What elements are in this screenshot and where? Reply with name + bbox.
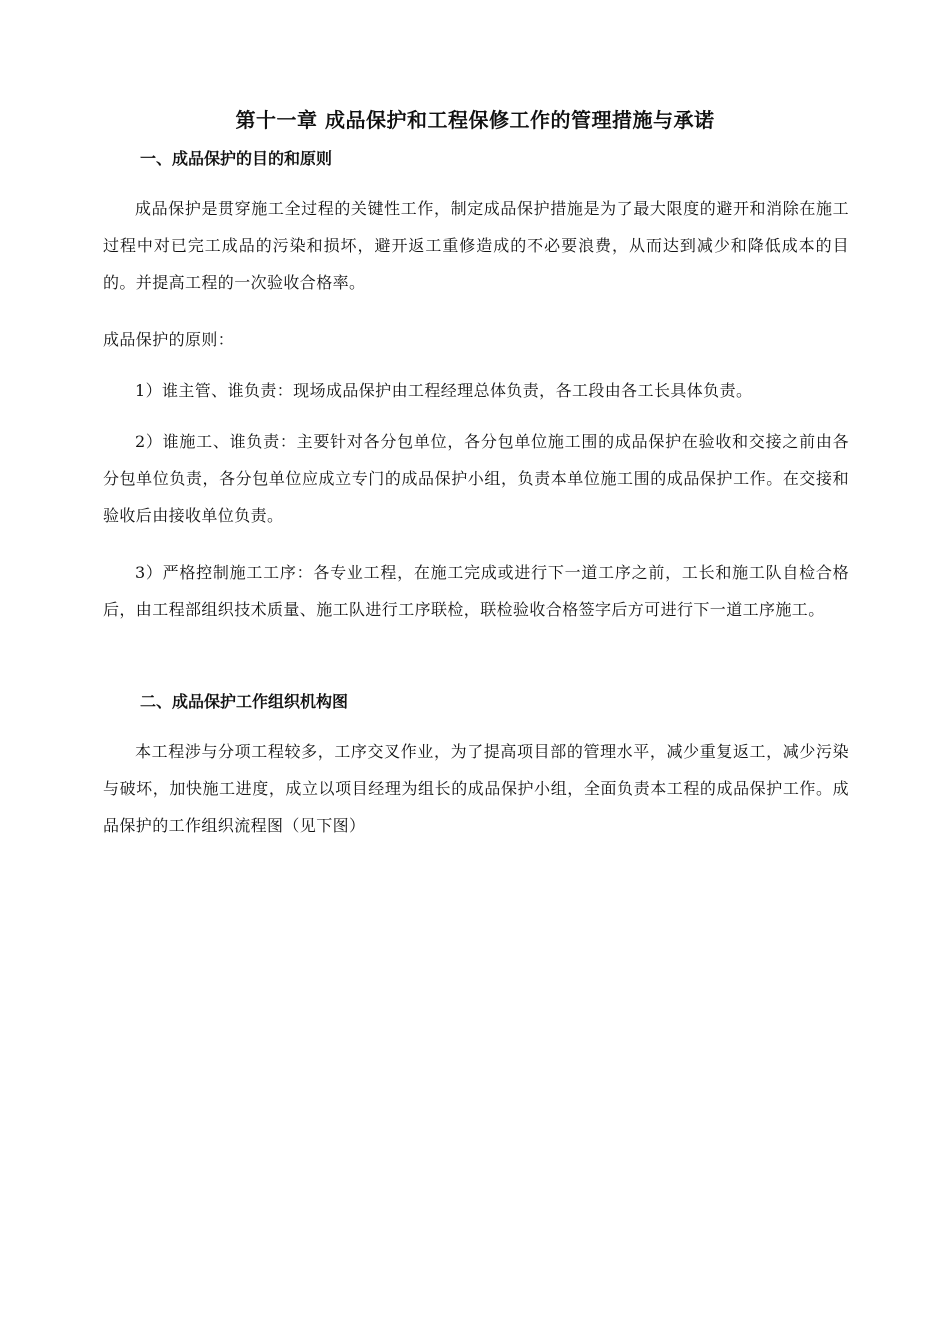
chapter-title: 第十一章 成品保护和工程保修工作的管理措施与承诺 [235, 108, 715, 132]
paragraph-principle-3: 3）严格控制施工工序：各专业工程，在施工完成或进行下一道工序之前，工长和施工队自检合格后，由工程部组织技术质量、施工队进行工序联检，联检验收合格签字后方可进行下一道工序施工。 [103, 563, 849, 619]
paragraph-purpose: 成品保护是贯穿施工全过程的关键性工作，制定成品保护措施是为了最大限度的避开和消除在施工过程中对已完工成品的污染和损坏，避开返工重修造成的不必要浪费，从而达到减少和降低成本的目的。并提高工程的一次验收合格率。 [103, 199, 849, 292]
section-heading-organization-chart: 二、成品保护工作组织机构图 [140, 692, 349, 711]
paragraph-principle-1: 1）谁主管、谁负责：现场成品保护由工程经理总体负责，各工段由各工长具体负责。 [135, 381, 753, 400]
paragraph-organization: 本工程涉与分项工程较多，工序交叉作业，为了提高项目部的管理水平，减少重复返工，减少污染与破坏，加快施工进度，成立以项目经理为组长的成品保护小组，全面负责本工程的成品保护工作。成品保护的工作组织流程图（见下图） [103, 742, 849, 835]
section-heading-purpose-principles: 一、成品保护的目的和原则 [140, 149, 333, 168]
paragraph-principles-label: 成品保护的原则： [103, 330, 235, 349]
paragraph-principle-2: 2）谁施工、谁负责：主要针对各分包单位，各分包单位施工围的成品保护在验收和交接之前由各分包单位负责，各分包单位应成立专门的成品保护小组，负责本单位施工围的成品保护工作。在交接和验收后由接收单位负责。 [103, 432, 849, 525]
